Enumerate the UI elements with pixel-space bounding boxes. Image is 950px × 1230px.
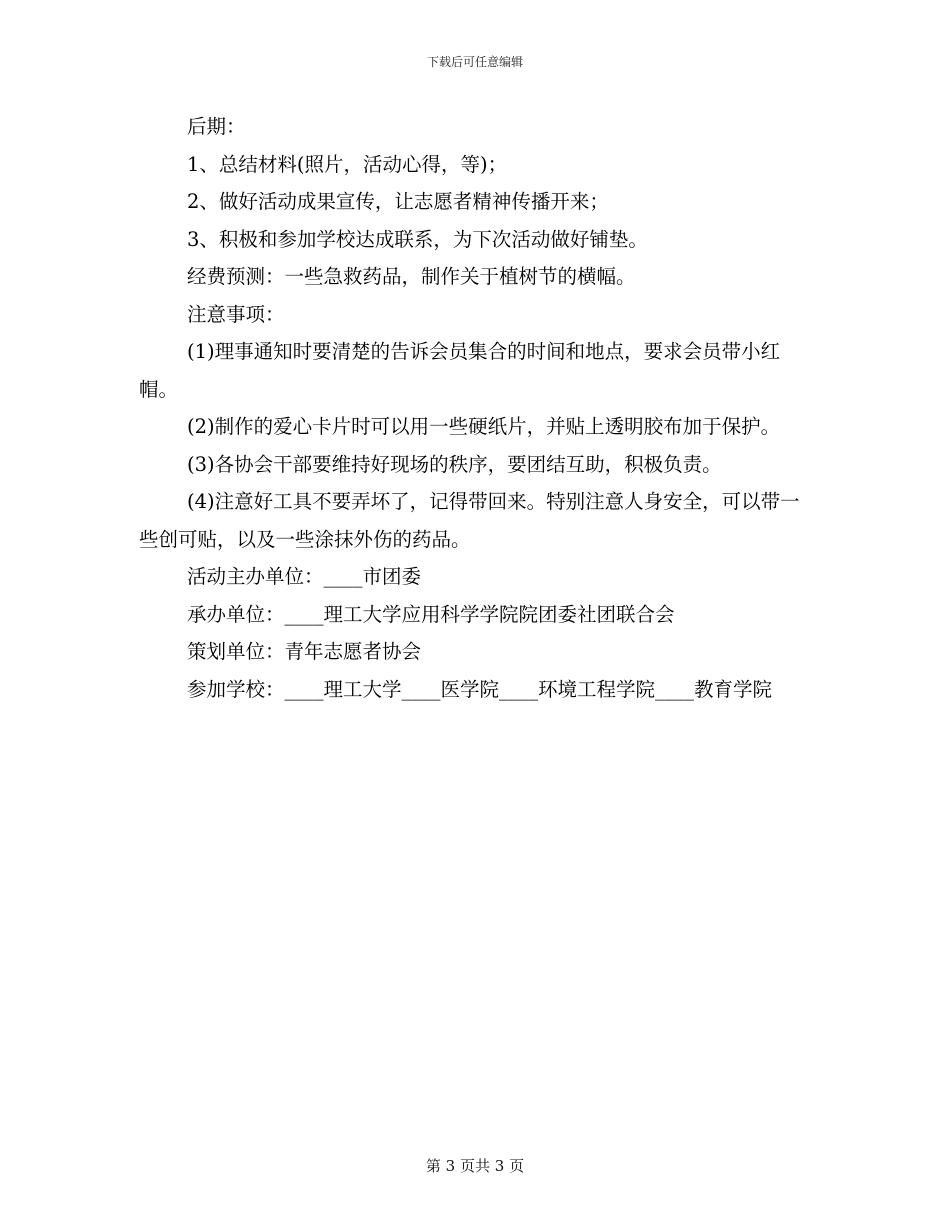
planner: 策划单位：青年志愿者协会 — [187, 640, 422, 663]
list-item-summary-materials: 1、总结材料(照片，活动心得，等)； — [187, 152, 508, 176]
organizer: 活动主办单位：____市团委 — [187, 565, 422, 588]
document-body — [139, 108, 811, 708]
participating-schools: 参加学校：____理工大学____医学院____环境工程学院____教育学院 — [187, 677, 773, 701]
co-organizer: 承办单位：____理工大学应用科学学院院团委社团联合会 — [187, 602, 675, 626]
list-item-publicity: 2、做好活动成果宣传，让志愿者精神传播开来； — [187, 190, 609, 213]
section-heading-later-stage: 后期： — [187, 115, 246, 138]
budget-estimate: 经费预测：一些急救药品，制作关于植树节的横幅。 — [187, 265, 636, 288]
note-item-4: (4)注意好工具不要弄坏了，记得带回来。特别注意人身安全，可以带一些创可贴，以及一些涂抹外伤的药品。 — [139, 490, 800, 551]
note-item-3: (3)各协会干部要维持好现场的秩序，要团结互助，积极负责。 — [187, 452, 722, 476]
note-item-2: (2)制作的爱心卡片时可以用一些硬纸片，并贴上透明胶布加于保护。 — [187, 415, 781, 438]
section-heading-notes: 注意事项： — [187, 302, 285, 326]
list-item-school-contact: 3、积极和参加学校达成联系，为下次活动做好铺垫。 — [187, 227, 648, 251]
note-item-1: (1)理事通知时要清楚的告诉会员集合的时间和地点，要求会员带小红帽。 — [139, 340, 781, 401]
page-footer: 第 3 页共 3 页 — [425, 1157, 525, 1175]
page-header: 下载后可任意编辑 — [426, 55, 523, 69]
